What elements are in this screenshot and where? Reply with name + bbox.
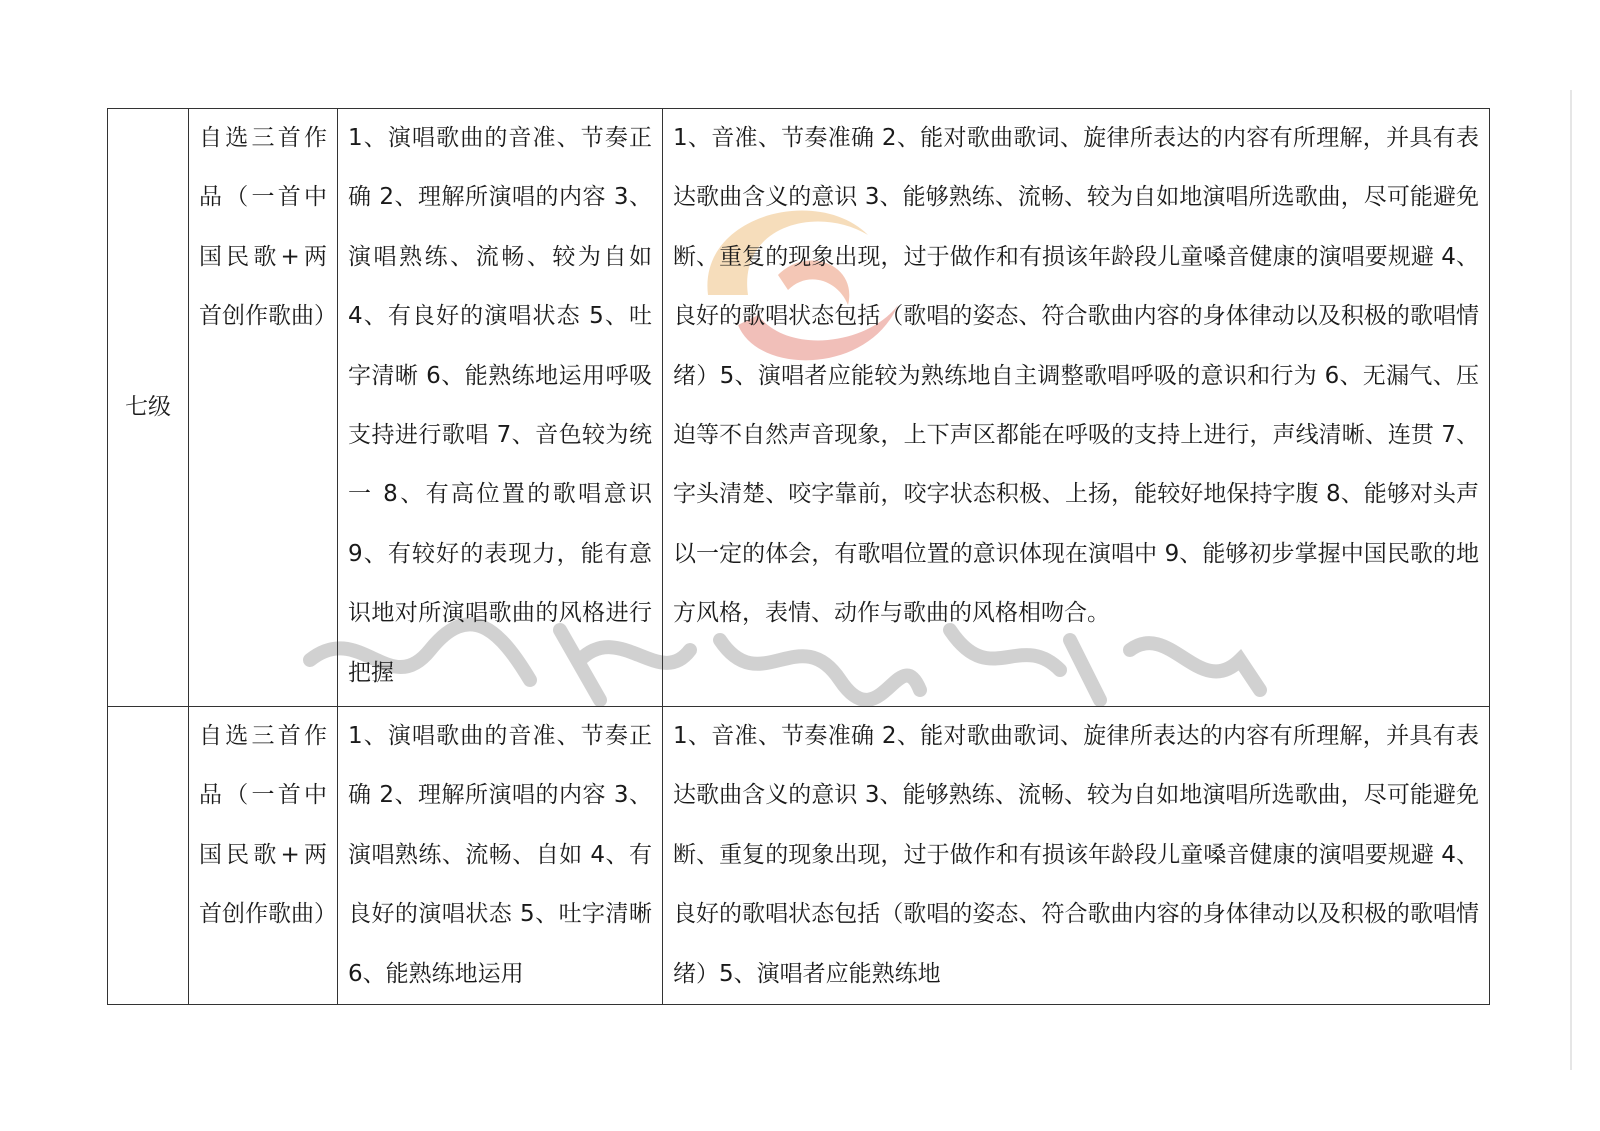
requirements-cell: [338, 707, 663, 1005]
repertoire-cell: [189, 109, 338, 707]
table-row: [108, 707, 1490, 1005]
standards-cell: [663, 109, 1490, 707]
repertoire-cell: [189, 707, 338, 1005]
table-row: [108, 109, 1490, 707]
level-cell: [108, 109, 189, 707]
level-label: 七级: [125, 393, 171, 420]
standards-text: 1、音准、节奏准确 2、能对歌曲歌词、旋律所表达的内容有所理解，并具有表达歌曲含义的意识 3、能够熟练、流畅、较为自如地演唱所选歌曲，尽可能避免断、重复的现象出现，过于做作和有损该年龄段儿童嗓音健康的演唱要规避 4、良好的歌唱状态包括（歌唱的姿态、符合歌曲内容的身体律动以及积极的歌唱情绪）5、演唱者应能较为熟练地自主调整歌唱呼吸的意识和行为 6、无漏气、压迫等不自然声音现象，上下声区都能在呼吸的支持上进行，声线清晰、连贯 7、字头清楚、咬字靠前，咬字状态积极、上扬，能较好地保持字腹 8、能够对头声以一定的体会，有歌唱位置的意识体现在演唱中 9、能够初步掌握中国民歌的地方风格，表情、动作与歌曲的风格相吻合。: [673, 125, 1479, 627]
standards-text: 1、音准、节奏准确 2、能对歌曲歌词、旋律所表达的内容有所理解，并具有表达歌曲含义的意识 3、能够熟练、流畅、较为自如地演唱所选歌曲，尽可能避免断、重复的现象出现，过于做作和有损该年龄段儿童嗓音健康的演唱要规避 4、良好的歌唱状态包括（歌唱的姿态、符合歌曲内容的身体律动以及积极的歌唱情绪）5、演唱者应能熟练地: [673, 723, 1479, 987]
page-edge-divider: [1570, 90, 1572, 1070]
grade-requirements-table: [107, 108, 1490, 1005]
standards-cell: [663, 707, 1490, 1005]
requirements-text: 1、演唱歌曲的音准、节奏正确 2、理解所演唱的内容 3、演唱熟练、流畅、较为自如 4、有良好的演唱状态 5、吐字清晰 6、能熟练地运用呼吸支持进行歌唱 7、音色较为统一 8、有高位置的歌唱意识 9、有较好的表现力，能有意识地对所演唱歌曲的风格进行把握: [348, 125, 652, 686]
repertoire-text: 自选三首作品（一首中国民歌+两首创作歌曲）: [199, 125, 337, 330]
repertoire-text: 自选三首作品（一首中国民歌+两首创作歌曲）: [199, 723, 337, 928]
level-cell: [108, 707, 189, 1005]
requirements-cell: [338, 109, 663, 707]
requirements-text: 1、演唱歌曲的音准、节奏正确 2、理解所演唱的内容 3、演唱熟练、流畅、自如 4、有良好的演唱状态 5、吐字清晰 6、能熟练地运用: [348, 723, 652, 987]
